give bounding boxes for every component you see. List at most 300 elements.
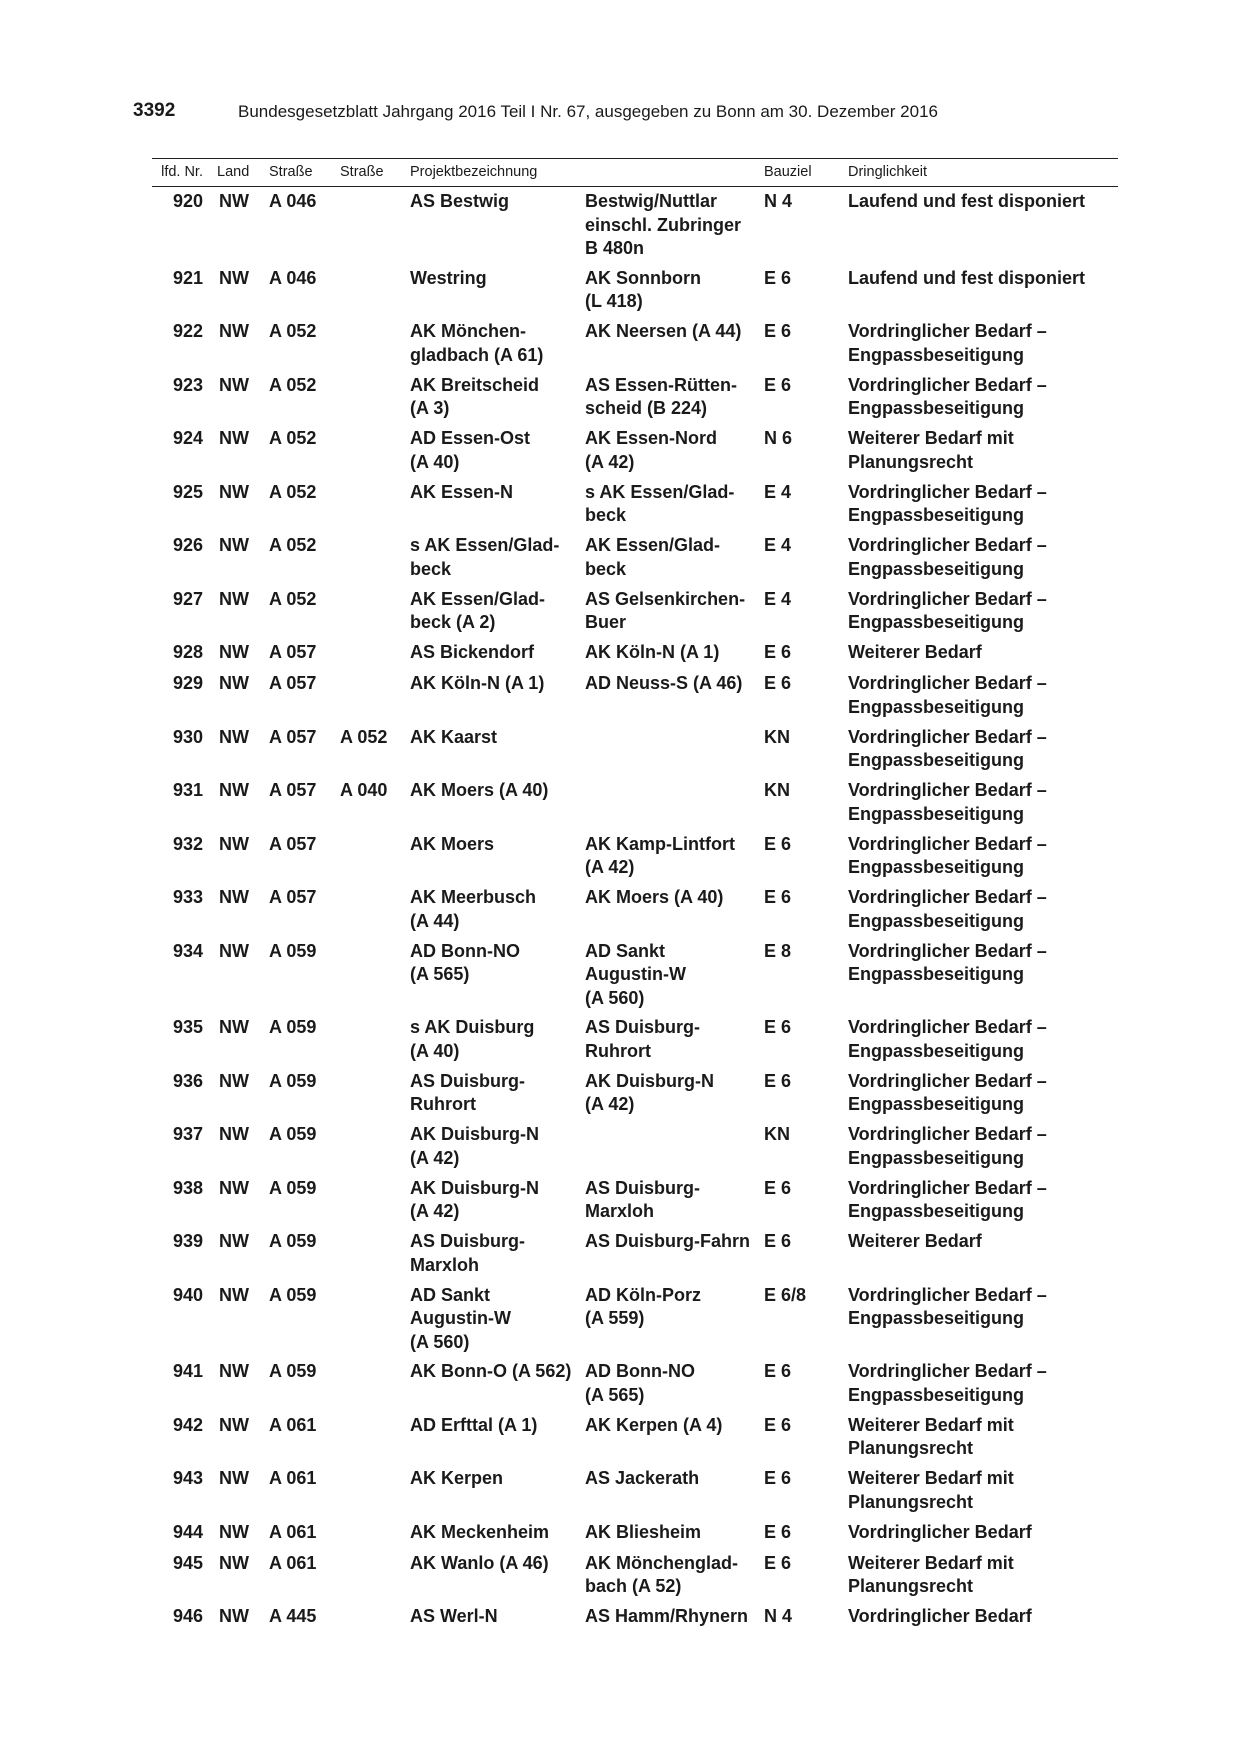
cell-bauziel-text: E 6 xyxy=(764,1231,792,1251)
cell-von xyxy=(410,267,585,321)
cell-bauziel-text: E 6 xyxy=(764,887,792,907)
cell-land xyxy=(217,481,269,535)
table-row xyxy=(152,374,1118,428)
cell-dringlichkeit-text: Weiterer Bedarf mit Planungsrecht xyxy=(848,1468,1014,1512)
cell-nr-text: 946 xyxy=(172,1606,203,1626)
cell-nr-text: 942 xyxy=(172,1414,203,1435)
cell-strasse-2 xyxy=(340,374,410,428)
cell-land xyxy=(217,1070,269,1124)
cell-von xyxy=(410,1414,585,1468)
cell-bauziel-text: E 6 xyxy=(764,1070,792,1091)
cell-bauziel xyxy=(764,641,848,672)
cell-bis xyxy=(585,374,764,428)
cell-dringlichkeit xyxy=(848,886,1118,940)
cell-dringlichkeit-text: Weiterer Bedarf mit Planungsrecht xyxy=(848,428,1014,472)
cell-von-text: AK Essen-N xyxy=(410,481,514,502)
cell-strasse xyxy=(269,374,340,428)
cell-bauziel xyxy=(764,374,848,428)
cell-bauziel xyxy=(764,1552,848,1606)
cell-nr xyxy=(152,1414,217,1468)
cell-dringlichkeit-text: Vordringlicher Bedarf – Engpassbeseitigung xyxy=(848,481,1047,525)
cell-strasse xyxy=(269,1467,340,1521)
cell-land xyxy=(217,427,269,481)
cell-bis-text: AS Duisburg- Marxloh xyxy=(585,1177,700,1221)
cell-nr xyxy=(152,267,217,321)
cell-land xyxy=(217,320,269,374)
cell-von xyxy=(410,320,585,374)
cell-strasse xyxy=(269,1177,340,1231)
cell-strasse xyxy=(269,779,340,833)
cell-land-text: NW xyxy=(219,1124,249,1144)
cell-land xyxy=(217,1552,269,1606)
cell-bis xyxy=(585,779,764,833)
cell-bauziel xyxy=(764,481,848,535)
cell-von-text: AK Essen/Glad- beck (A 2) xyxy=(410,588,546,632)
cell-nr xyxy=(152,1605,217,1633)
cell-strasse-text: A 061 xyxy=(269,1552,317,1573)
cell-nr xyxy=(152,1552,217,1606)
cell-nr xyxy=(152,534,217,588)
cell-nr-text: 931 xyxy=(172,780,203,800)
table-row xyxy=(152,1467,1118,1521)
cell-strasse xyxy=(269,1070,340,1124)
cell-bis xyxy=(585,1360,764,1414)
cell-bis-text: AD Köln-Porz (A 559) xyxy=(585,1284,701,1328)
cell-strasse-text: A 057 xyxy=(269,726,317,747)
cell-nr-text: 944 xyxy=(172,1521,203,1542)
cell-dringlichkeit-text: Laufend und fest disponiert xyxy=(848,191,1085,211)
cell-strasse-2 xyxy=(340,481,410,535)
cell-dringlichkeit xyxy=(848,320,1118,374)
cell-nr-text: 941 xyxy=(172,1361,203,1381)
cell-land-text: NW xyxy=(219,1606,249,1626)
cell-strasse xyxy=(269,833,340,887)
table-row xyxy=(152,267,1118,321)
cell-bis-text: Bestwig/Nuttlar einschl. Zubringer B 480n xyxy=(585,191,742,258)
cell-land-text: NW xyxy=(219,481,249,502)
cell-strasse xyxy=(269,320,340,374)
cell-dringlichkeit-text: Vordringlicher Bedarf – Engpassbeseitigung xyxy=(848,1361,1047,1405)
cell-bauziel-text: KN xyxy=(764,780,790,800)
table-row xyxy=(152,641,1118,672)
cell-land-text: NW xyxy=(219,673,249,693)
cell-bis-text: AS Gelsenkirchen- Buer xyxy=(585,588,746,632)
cell-strasse-text: A 052 xyxy=(269,428,317,448)
cell-nr-text: 938 xyxy=(172,1177,203,1198)
cell-von-text: AS Werl-N xyxy=(410,1606,498,1626)
cell-bauziel xyxy=(764,1605,848,1633)
cell-nr-text: 922 xyxy=(172,321,203,341)
cell-dringlichkeit xyxy=(848,641,1118,672)
cell-bis xyxy=(585,1552,764,1606)
cell-bis-text: AK Kamp-Lintfort (A 42) xyxy=(585,833,735,877)
col-header-land: Land xyxy=(217,159,269,187)
cell-nr-text: 930 xyxy=(172,726,203,747)
cell-dringlichkeit xyxy=(848,1177,1118,1231)
cell-dringlichkeit-text: Weiterer Bedarf mit Planungsrecht xyxy=(848,1414,1014,1458)
cell-dringlichkeit xyxy=(848,1605,1118,1633)
cell-strasse-text: A 059 xyxy=(269,1284,317,1305)
cell-land xyxy=(217,672,269,726)
cell-bauziel xyxy=(764,1230,848,1284)
table-row xyxy=(152,886,1118,940)
cell-nr xyxy=(152,1177,217,1231)
cell-von xyxy=(410,1230,585,1284)
cell-bauziel xyxy=(764,1016,848,1070)
cell-nr xyxy=(152,374,217,428)
cell-dringlichkeit xyxy=(848,779,1118,833)
cell-nr xyxy=(152,641,217,672)
cell-dringlichkeit xyxy=(848,1230,1118,1284)
table-row xyxy=(152,726,1118,780)
cell-bis xyxy=(585,427,764,481)
page-title: Bundesgesetzblatt Jahrgang 2016 Teil I Nr. 67, ausgegeben zu Bonn am 30. Dezember 2016 xyxy=(238,102,938,121)
cell-bis xyxy=(585,1230,764,1284)
page-number: 3392 xyxy=(133,100,176,121)
cell-strasse-text: A 059 xyxy=(269,1017,317,1037)
cell-dringlichkeit-text: Vordringlicher Bedarf – Engpassbeseitigung xyxy=(848,588,1047,632)
cell-strasse-2 xyxy=(340,672,410,726)
cell-nr xyxy=(152,481,217,535)
cell-bis-text: AK Neersen (A 44) xyxy=(585,321,742,341)
cell-strasse-text: A 057 xyxy=(269,887,317,907)
cell-von xyxy=(410,481,585,535)
cell-strasse-text: A 061 xyxy=(269,1468,317,1488)
cell-dringlichkeit xyxy=(848,588,1118,642)
cell-dringlichkeit-text: Vordringlicher Bedarf – Engpassbeseitigung xyxy=(848,321,1047,365)
cell-dringlichkeit-text: Vordringlicher Bedarf – Engpassbeseitigung xyxy=(848,673,1047,717)
cell-von xyxy=(410,374,585,428)
cell-von-text: AK Duisburg-N (A 42) xyxy=(410,1124,539,1168)
cell-land-text: NW xyxy=(219,1361,249,1381)
cell-bauziel-text: E 6 xyxy=(764,1177,792,1198)
cell-bauziel-text: KN xyxy=(764,726,790,747)
cell-strasse-text: A 046 xyxy=(269,267,317,288)
cell-strasse-2 xyxy=(340,267,410,321)
cell-von xyxy=(410,588,585,642)
cell-bis-text: AK Kerpen (A 4) xyxy=(585,1414,723,1435)
cell-von-text: AS Duisburg- Ruhrort xyxy=(410,1070,525,1114)
cell-bis xyxy=(585,187,764,267)
cell-dringlichkeit xyxy=(848,1521,1118,1552)
cell-nr-text: 924 xyxy=(172,428,203,448)
cell-bauziel xyxy=(764,940,848,1017)
col-header-bauziel: Bauziel xyxy=(764,159,848,187)
cell-von-text: AK Moers (A 40) xyxy=(410,780,549,800)
cell-land xyxy=(217,1360,269,1414)
cell-von xyxy=(410,833,585,887)
cell-bis-text: AS Duisburg-Fahrn xyxy=(585,1231,750,1251)
cell-von-text: AS Bickendorf xyxy=(410,642,535,662)
cell-von xyxy=(410,1284,585,1361)
cell-nr-text: 937 xyxy=(172,1124,203,1144)
cell-dringlichkeit xyxy=(848,534,1118,588)
cell-land-text: NW xyxy=(219,887,249,907)
cell-land xyxy=(217,1123,269,1177)
cell-bauziel-text: E 6 xyxy=(764,374,792,395)
cell-dringlichkeit xyxy=(848,1360,1118,1414)
cell-bis-text: AD Sankt Augustin-W (A 560) xyxy=(585,940,686,1008)
cell-land-text: NW xyxy=(219,726,249,747)
cell-strasse-text: A 057 xyxy=(269,780,317,800)
cell-bis xyxy=(585,940,764,1017)
cell-strasse-text: A 059 xyxy=(269,1124,317,1144)
cell-nr-text: 945 xyxy=(172,1552,203,1573)
cell-von xyxy=(410,1360,585,1414)
cell-dringlichkeit xyxy=(848,1123,1118,1177)
cell-bis-text: AK Essen/Glad- beck xyxy=(585,535,721,579)
cell-dringlichkeit-text: Vordringlicher Bedarf xyxy=(848,1521,1032,1542)
cell-bauziel xyxy=(764,534,848,588)
cell-nr-text: 939 xyxy=(172,1231,203,1251)
cell-bis xyxy=(585,833,764,887)
cell-strasse-text: A 052 xyxy=(269,535,317,555)
cell-dringlichkeit-text: Vordringlicher Bedarf – Engpassbeseitigung xyxy=(848,1284,1047,1328)
cell-nr xyxy=(152,1284,217,1361)
cell-nr-text: 940 xyxy=(172,1284,203,1305)
cell-bis xyxy=(585,1605,764,1633)
col-header-dringlichkeit: Dringlichkeit xyxy=(848,159,1118,187)
cell-strasse-2 xyxy=(340,1521,410,1552)
cell-bauziel xyxy=(764,1360,848,1414)
project-table xyxy=(152,158,1118,1633)
cell-land xyxy=(217,534,269,588)
table-row xyxy=(152,481,1118,535)
cell-bauziel-text: E 4 xyxy=(764,535,792,555)
cell-von xyxy=(410,779,585,833)
cell-bauziel-text: E 6 xyxy=(764,1521,792,1542)
cell-bis-text: AK Sonnborn (L 418) xyxy=(585,267,701,311)
cell-strasse xyxy=(269,940,340,1017)
table-row xyxy=(152,1230,1118,1284)
cell-bauziel xyxy=(764,1070,848,1124)
cell-dringlichkeit-text: Vordringlicher Bedarf – Engpassbeseitigung xyxy=(848,535,1047,579)
cell-strasse-text: A 059 xyxy=(269,1177,317,1198)
cell-nr-text: 932 xyxy=(172,833,203,854)
cell-dringlichkeit xyxy=(848,726,1118,780)
cell-dringlichkeit-text: Vordringlicher Bedarf – Engpassbeseitigung xyxy=(848,1070,1047,1114)
cell-von-text: AK Kaarst xyxy=(410,726,498,747)
cell-dringlichkeit-text: Vordringlicher Bedarf – Engpassbeseitigung xyxy=(848,374,1047,418)
cell-strasse-text: A 046 xyxy=(269,191,317,211)
cell-bauziel xyxy=(764,267,848,321)
cell-von xyxy=(410,672,585,726)
cell-nr xyxy=(152,940,217,1017)
cell-nr xyxy=(152,187,217,267)
cell-bis xyxy=(585,1414,764,1468)
cell-strasse-text: A 052 xyxy=(269,321,317,341)
cell-bauziel-text: E 4 xyxy=(764,588,792,609)
cell-von-text: AK Breitscheid (A 3) xyxy=(410,374,540,418)
cell-von xyxy=(410,726,585,780)
table-row xyxy=(152,1414,1118,1468)
cell-bis-text: AK Essen-Nord (A 42) xyxy=(585,428,718,472)
cell-strasse-2 xyxy=(340,588,410,642)
cell-strasse-2 xyxy=(340,833,410,887)
cell-von xyxy=(410,1605,585,1633)
cell-von-text: AK Mönchen- gladbach (A 61) xyxy=(410,321,544,365)
cell-strasse xyxy=(269,481,340,535)
cell-nr-text: 933 xyxy=(172,887,203,907)
cell-bauziel-text: E 6 xyxy=(764,833,792,854)
table-row xyxy=(152,1605,1118,1633)
cell-nr xyxy=(152,833,217,887)
cell-nr xyxy=(152,1467,217,1521)
cell-strasse xyxy=(269,1521,340,1552)
cell-von xyxy=(410,1177,585,1231)
cell-strasse-text: A 052 xyxy=(269,481,317,502)
cell-bauziel xyxy=(764,833,848,887)
cell-nr xyxy=(152,427,217,481)
table-row xyxy=(152,427,1118,481)
cell-strasse xyxy=(269,1414,340,1468)
cell-von xyxy=(410,427,585,481)
cell-bis xyxy=(585,1467,764,1521)
cell-bauziel-text: E 6 xyxy=(764,1017,792,1037)
cell-bis xyxy=(585,320,764,374)
cell-bis xyxy=(585,1521,764,1552)
cell-strasse xyxy=(269,187,340,267)
cell-bauziel-text: N 4 xyxy=(764,191,793,211)
cell-land-text: NW xyxy=(219,321,249,341)
cell-bauziel-text: E 6 xyxy=(764,1552,792,1573)
cell-nr xyxy=(152,672,217,726)
cell-von xyxy=(410,1016,585,1070)
cell-nr xyxy=(152,1230,217,1284)
cell-von-text: s AK Duisburg (A 40) xyxy=(410,1017,535,1061)
cell-bis-text: AS Jackerath xyxy=(585,1468,700,1488)
cell-land-text: NW xyxy=(219,1231,249,1251)
cell-land xyxy=(217,374,269,428)
cell-land xyxy=(217,886,269,940)
cell-dringlichkeit-text: Vordringlicher Bedarf – Engpassbeseitigung xyxy=(848,833,1047,877)
cell-nr xyxy=(152,1016,217,1070)
cell-strasse xyxy=(269,1016,340,1070)
cell-bis xyxy=(585,481,764,535)
cell-bis xyxy=(585,1284,764,1361)
table-row xyxy=(152,1123,1118,1177)
cell-strasse-text: A 059 xyxy=(269,1070,317,1091)
table-row xyxy=(152,940,1118,1017)
cell-land-text: NW xyxy=(219,940,249,961)
cell-land-text: NW xyxy=(219,833,249,854)
cell-strasse-text: A 061 xyxy=(269,1414,317,1435)
cell-strasse-text: A 445 xyxy=(269,1606,317,1626)
cell-strasse-text: A 057 xyxy=(269,642,317,662)
cell-land-text: NW xyxy=(219,588,249,609)
cell-nr-text: 925 xyxy=(172,481,203,502)
table-row xyxy=(152,588,1118,642)
cell-strasse-text: A 052 xyxy=(269,374,317,395)
table-row xyxy=(152,1552,1118,1606)
cell-strasse-2 xyxy=(340,779,410,833)
table-row xyxy=(152,187,1118,267)
cell-strasse-2 xyxy=(340,641,410,672)
cell-land xyxy=(217,641,269,672)
cell-strasse-2 xyxy=(340,1467,410,1521)
cell-bauziel xyxy=(764,588,848,642)
cell-bauziel-text: E 6 xyxy=(764,267,792,288)
cell-strasse-2 xyxy=(340,1177,410,1231)
col-header-strasse-2: Straße xyxy=(340,159,410,187)
cell-strasse xyxy=(269,726,340,780)
cell-strasse xyxy=(269,1284,340,1361)
cell-strasse-text: A 057 xyxy=(269,673,317,693)
cell-bauziel-text: N 4 xyxy=(764,1606,793,1626)
cell-von xyxy=(410,641,585,672)
cell-von xyxy=(410,534,585,588)
cell-land-text: NW xyxy=(219,1070,249,1091)
cell-bis xyxy=(585,1123,764,1177)
cell-strasse xyxy=(269,672,340,726)
cell-land-text: NW xyxy=(219,267,249,288)
cell-nr-text: 936 xyxy=(172,1070,203,1091)
cell-land-text: NW xyxy=(219,1521,249,1542)
cell-land xyxy=(217,267,269,321)
cell-strasse-2-text: A 040 xyxy=(340,780,388,800)
cell-land-text: NW xyxy=(219,428,249,448)
cell-von xyxy=(410,1070,585,1124)
cell-bis-text: AK Bliesheim xyxy=(585,1521,702,1542)
cell-strasse-2 xyxy=(340,1360,410,1414)
cell-von-text: AK Köln-N (A 1) xyxy=(410,673,545,693)
cell-von xyxy=(410,1467,585,1521)
cell-bis xyxy=(585,267,764,321)
table-row xyxy=(152,1284,1118,1361)
cell-nr xyxy=(152,1360,217,1414)
cell-strasse-2 xyxy=(340,1016,410,1070)
cell-land-text: NW xyxy=(219,1414,249,1435)
cell-land-text: NW xyxy=(219,1284,249,1305)
cell-land xyxy=(217,187,269,267)
cell-bis-text: AK Mönchenglad- bach (A 52) xyxy=(585,1552,738,1596)
cell-nr-text: 929 xyxy=(172,673,203,693)
cell-land-text: NW xyxy=(219,1552,249,1573)
cell-nr xyxy=(152,1521,217,1552)
cell-bauziel xyxy=(764,1467,848,1521)
cell-bauziel xyxy=(764,187,848,267)
cell-von-text: AS Bestwig xyxy=(410,191,510,211)
cell-bauziel xyxy=(764,779,848,833)
cell-land-text: NW xyxy=(219,1177,249,1198)
cell-nr xyxy=(152,886,217,940)
cell-dringlichkeit-text: Vordringlicher Bedarf – Engpassbeseitigung xyxy=(848,780,1047,824)
cell-bis-text: AD Bonn-NO (A 565) xyxy=(585,1361,695,1405)
cell-dringlichkeit-text: Vordringlicher Bedarf – Engpassbeseitigung xyxy=(848,726,1047,770)
cell-bauziel xyxy=(764,427,848,481)
cell-strasse-2 xyxy=(340,187,410,267)
cell-bis-text: AK Duisburg-N (A 42) xyxy=(585,1070,714,1114)
cell-von-text: AK Meerbusch (A 44) xyxy=(410,887,537,931)
cell-bauziel-text: E 6 xyxy=(764,642,792,662)
cell-dringlichkeit-text: Vordringlicher Bedarf – Engpassbeseitigung xyxy=(848,1017,1047,1061)
cell-nr-text: 927 xyxy=(172,588,203,609)
cell-bauziel xyxy=(764,1123,848,1177)
cell-strasse-2 xyxy=(340,1230,410,1284)
cell-strasse-text: A 059 xyxy=(269,1361,317,1381)
cell-bis-text: AS Duisburg- Ruhrort xyxy=(585,1017,700,1061)
cell-bauziel-text: E 4 xyxy=(764,481,792,502)
cell-bauziel-text: E 6 xyxy=(764,673,792,693)
cell-land xyxy=(217,1605,269,1633)
cell-land xyxy=(217,1016,269,1070)
cell-von-text: AK Duisburg-N (A 42) xyxy=(410,1177,539,1221)
cell-von-text: AK Moers xyxy=(410,833,495,854)
cell-land-text: NW xyxy=(219,374,249,395)
cell-von xyxy=(410,1552,585,1606)
cell-dringlichkeit-text: Vordringlicher Bedarf xyxy=(848,1606,1032,1626)
cell-strasse-2 xyxy=(340,726,410,780)
